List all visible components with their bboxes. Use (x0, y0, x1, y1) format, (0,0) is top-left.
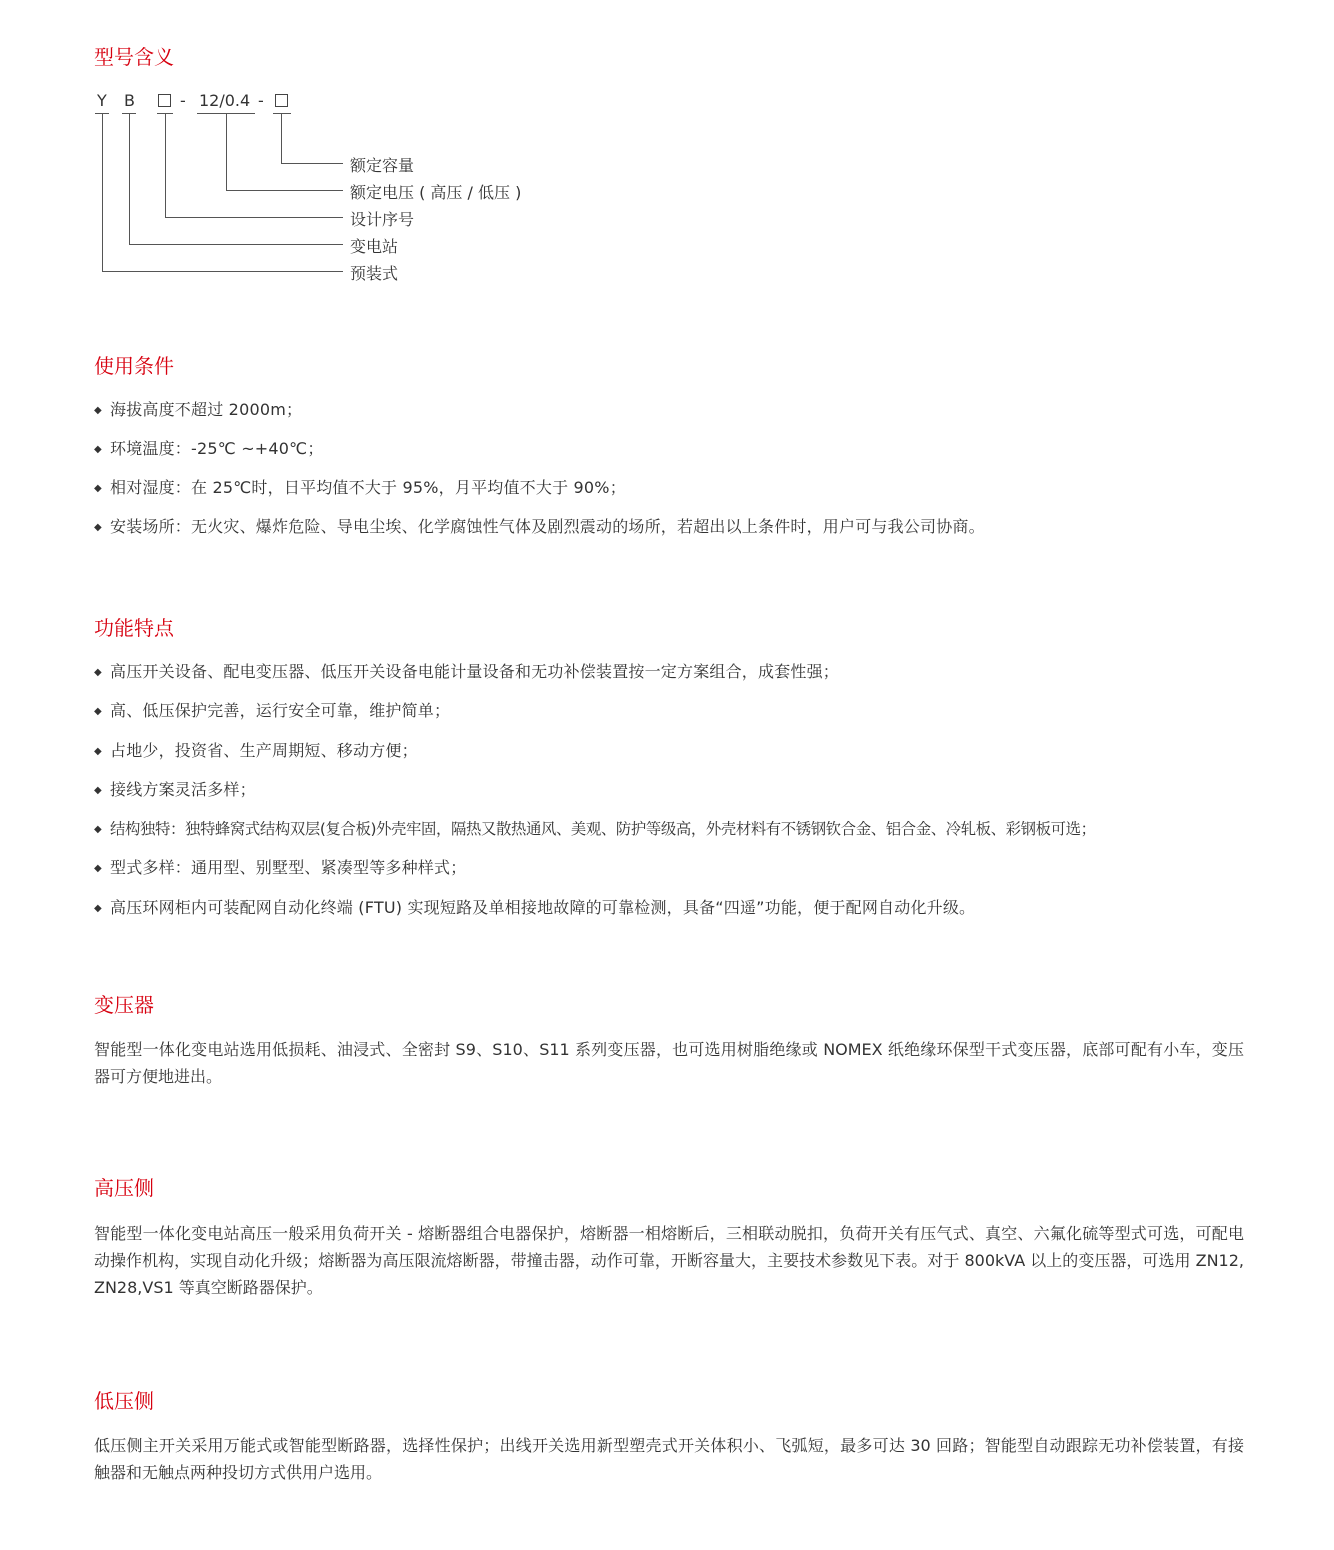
list-item: ◆ 高、低压保护完善，运行安全可靠，维护简单； (94, 699, 1096, 738)
conditions-list (94, 398, 985, 554)
list-item: ◆ 安装场所：无火灾、爆炸危险、导电尘埃、化学腐蚀性气体及剧烈震动的场所，若超出以上条件时，用户可与我公司协商。 (94, 515, 985, 554)
label-rated-capacity: 额定容量 (350, 156, 415, 175)
low-voltage-paragraph: 低压侧主开关采用万能式或智能型断路器，选择性保护；出线开关选用新型塑壳式开关体积小、飞弧短，最多可达 30 回路；智能型自动跟踪无功补偿装置，有接触器和无触点两种投切方式供用户选用。 (94, 1436, 1244, 1482)
code-dash-2: - (258, 91, 264, 110)
features-list (94, 660, 1096, 935)
code-design-box-icon (158, 94, 171, 107)
list-item: ◆ 高压开关设备、配电变压器、低压开关设备电能计量设备和无功补偿装置按一定方案组合，成套性强； (94, 660, 1096, 699)
high-voltage-paragraph: 智能型一体化变电站高压一般采用负荷开关 - 熔断器组合电器保护，熔断器一相熔断后，三相联动脱扣，负荷开关有压气式、真空、六氟化硫等型式可选，可配电动操作机构，实现自动化升级；熔断器为高压限流熔断器，带撞击器，动作可靠，开断容量大，主要技术参数见下表。对于 800kVA 以上的变压器，可选用 ZN12, ZN28,VS1 等真空断路器保护。 (94, 1224, 1244, 1297)
leader-capacity-h (281, 163, 343, 164)
code-dash-1: - (180, 91, 186, 110)
diamond-bullet-icon: ◆ (94, 706, 102, 718)
leader-design-h (165, 217, 343, 218)
diamond-bullet-icon: ◆ (94, 483, 102, 494)
leader-prefab-v (102, 113, 103, 271)
diamond-bullet-icon: ◆ (94, 863, 102, 875)
transformer-paragraph: 智能型一体化变电站选用低损耗、油浸式、全密封 S9、S10、S11 系列变压器，也可选用树脂绝缘或 NOMEX 纸绝缘环保型干式变压器，底部可配有小车，变压器可方便地进出。 (94, 1040, 1244, 1086)
leader-substation-h (129, 244, 343, 245)
underline-capacity (273, 113, 291, 114)
code-voltage: 12/0.4 (199, 91, 251, 110)
leader-capacity-v (281, 113, 282, 163)
diamond-bullet-icon: ◆ (94, 444, 102, 455)
diamond-bullet-icon: ◆ (94, 405, 102, 416)
label-substation: 变电站 (350, 237, 399, 256)
code-letter-b: B (124, 91, 135, 110)
list-item: ◆ 型式多样：通用型、别墅型、紧凑型等多种样式； (94, 856, 1096, 895)
list-item: ◆ 接线方案灵活多样； (94, 778, 1096, 817)
diamond-bullet-icon: ◆ (94, 667, 102, 678)
diamond-bullet-icon: ◆ (94, 902, 102, 914)
model-meaning-title: 型号含义 (94, 45, 174, 69)
list-item: ◆ 占地少，投资省、生产周期短、移动方便； (94, 739, 1096, 778)
transformer-title: 变压器 (94, 993, 154, 1017)
label-design-number: 设计序号 (350, 210, 415, 229)
code-letter-y: Y (97, 91, 107, 110)
low-voltage-title: 低压侧 (94, 1389, 154, 1413)
code-capacity-box-icon (275, 94, 288, 107)
leader-voltage-h (226, 190, 343, 191)
list-item: ◆ 海拔高度不超过 2000m； (94, 398, 985, 437)
leader-prefab-h (102, 271, 343, 272)
leader-substation-v (129, 113, 130, 244)
list-item: ◆ 环境温度：-25℃ ~+40℃； (94, 437, 985, 476)
leader-voltage-v (226, 113, 227, 190)
diamond-bullet-icon: ◆ (94, 745, 102, 757)
label-prefabricated: 预装式 (350, 264, 399, 283)
diamond-bullet-icon: ◆ (94, 824, 102, 836)
features-title: 功能特点 (94, 616, 174, 640)
list-item: ◆ 高压环网柜内可装配网自动化终端 (FTU) 实现短路及单相接地故障的可靠检测，具备“四遥”功能，便于配网自动化升级。 (94, 896, 1096, 935)
list-item: ◆ 相对湿度：在 25℃时，日平均值不大于 95%，月平均值不大于 90%； (94, 476, 985, 515)
leader-design-v (165, 113, 166, 217)
list-item: ◆ 结构独特：独特蜂窝式结构双层(复合板)外壳牢固，隔热又散热通风、美观、防护等级高，外壳材料有不锈钢钦合金、铝合金、冷轧板、彩钢板可选； (94, 817, 1096, 856)
diamond-bullet-icon: ◆ (94, 522, 102, 533)
label-rated-voltage: 额定电压 ( 高压 / 低压 ) (350, 183, 522, 202)
high-voltage-title: 高压侧 (94, 1176, 154, 1200)
conditions-title: 使用条件 (94, 354, 174, 378)
diamond-bullet-icon: ◆ (94, 784, 102, 796)
